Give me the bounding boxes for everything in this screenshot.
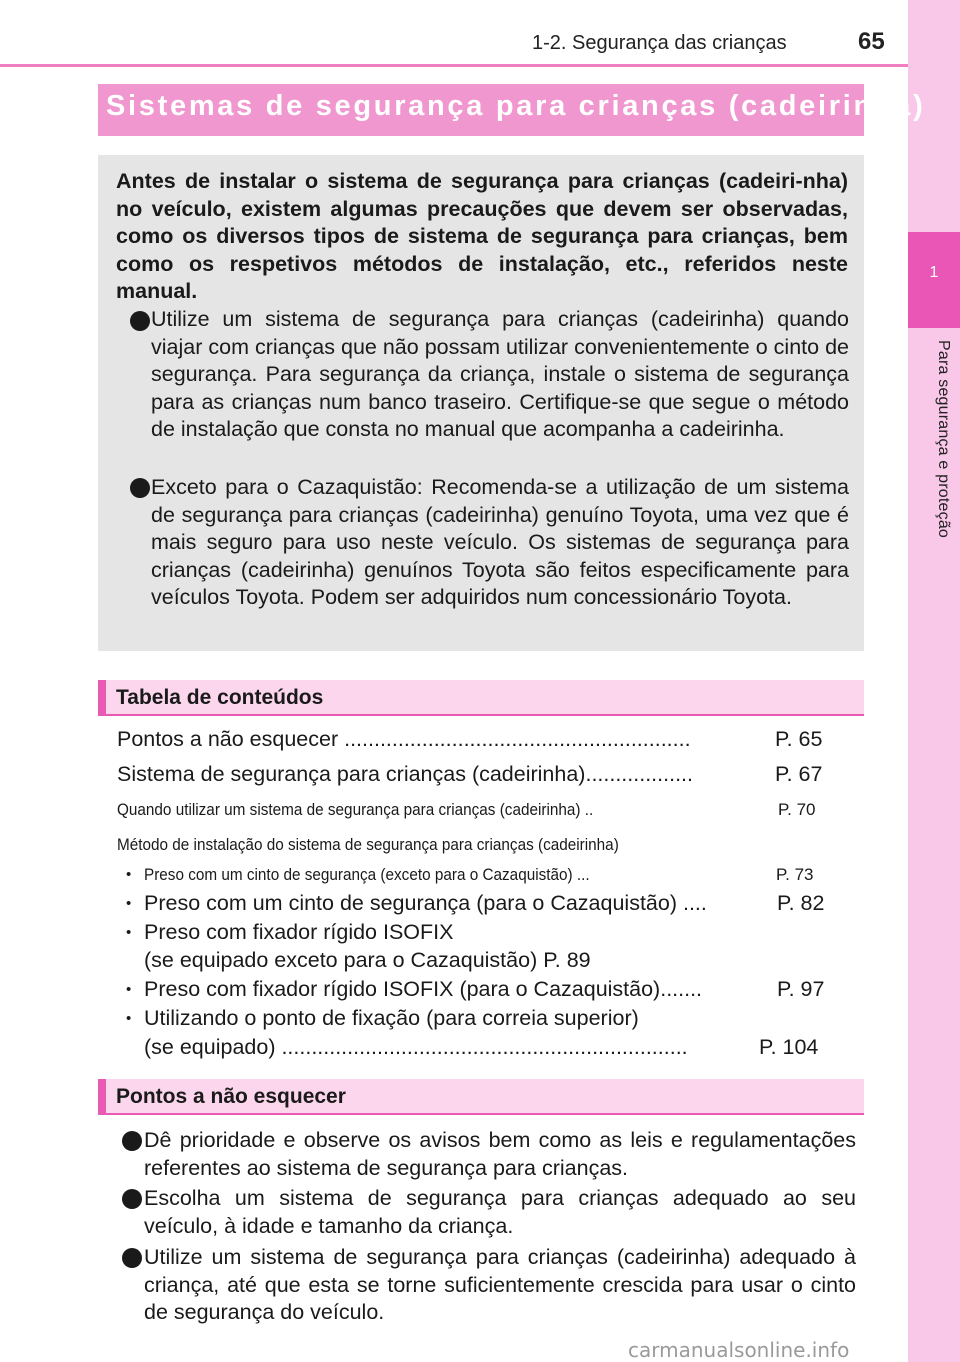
remember-bullet: Dê prioridade e observe os avisos bem como as leis e regulamentações referentes ao sistema de segurança para crianças. [144,1128,856,1180]
bullet-dot-icon [122,1248,142,1268]
toc-subitem-page: P. 97 [777,977,825,1001]
toc-subitem-page: P. 82 [777,891,825,915]
toc-item[interactable]: Quando utilizar um sistema de segurança para crianças (cadeirinha) .. [117,800,594,819]
toc-subitem[interactable]: Preso com um cinto de segurança (exceto para o Cazaquistão) ... [144,865,590,884]
intro-bullet: Exceto para o Cazaquistão: Recomenda-se a utilização de um sistema de segurança para crianças (cadeirinha) genuíno Toyota, uma vez que é mais seguro para uso neste veículo. Os sistemas de segurança para crianças (cadeirinha) genuínos Toyota são feitos especificamente para veículos Toyota. Podem ser adquiridos num concessionário Toyota. [151,475,849,609]
toc-subitem-bullet: • [126,924,132,941]
section-reference: 1-2. Segurança das crianças [532,32,787,54]
intro-bullet: Utilize um sistema de segurança para crianças (cadeirinha) quando viajar com crianças que não possam utilizar convenientemente o cinto de segurança. Para segurança da criança, instale o sistema de segurança para as crianças num banco traseiro. Certifique-se que segue o método de instalação que consta no manual que acompanha a cadeirinha. [151,307,849,441]
toc-heading: Tabela de conteúdos [116,686,324,709]
toc-item[interactable]: Método de instalação do sistema de segurança para crianças (cadeirinha) [117,835,619,854]
toc-subitem-bullet: • [126,895,132,912]
intro-text: Antes de instalar o sistema de segurança para crianças (cadeiri-nha) no veículo, existem algumas precauções que devem ser observadas, como os diversos tipos de sistema de segurança para crianças, bem como os respetivos métodos de instalação, etc., referidos neste manual. [116,169,848,303]
toc-item[interactable]: Pontos a não esquecer .......................................................... [117,727,691,751]
remember-bullet: Escolha um sistema de segurança para crianças adequado ao seu veículo, à idade e tamanho da criança. [144,1186,856,1238]
toc-subitem-continuation[interactable]: (se equipado exceto para o Cazaquistão) P. 89 [144,948,591,972]
toc-item-page: P. 67 [775,762,823,786]
remember-heading: Pontos a não esquecer [116,1085,346,1108]
header-divider [0,64,908,67]
watermark: carmanualsonline.info [628,1338,850,1362]
bullet-dot-icon [122,1189,142,1209]
toc-subitem-bullet: • [126,866,132,883]
toc-subitem-bullet: • [126,1010,132,1027]
toc-item[interactable]: Sistema de segurança para crianças (cadeirinha).................. [117,762,693,786]
toc-subitem[interactable]: Preso com fixador rígido ISOFIX [144,920,454,944]
toc-subitem-page: P. 104 [759,1035,819,1059]
toc-subitem-continuation[interactable]: (se equipado) .................................................................... [144,1035,688,1059]
page-title: Sistemas de segurança para crianças (cadeirinha) [106,90,926,122]
toc-subitem[interactable]: Utilizando o ponto de fixação (para correia superior) [144,1006,639,1030]
toc-subitem-bullet: • [126,981,132,998]
bullet-dot-icon [130,311,150,331]
page-number: 65 [858,28,885,55]
toc-subitem[interactable]: Preso com um cinto de segurança (para o Cazaquistão) .... [144,891,707,915]
side-tab [908,0,960,1362]
toc-subitem[interactable]: Preso com fixador rígido ISOFIX (para o Cazaquistão)....... [144,977,703,1001]
toc-subitem-page: P. 73 [776,865,814,884]
chapter-label: Para segurança e proteção [935,340,952,539]
bullet-dot-icon [122,1131,142,1151]
bullet-dot-icon [130,478,150,498]
toc-item-page: P. 65 [775,727,823,751]
remember-bullet: Utilize um sistema de segurança para crianças (cadeirinha) adequado à criança, até que esta se torne suficientemente crescida para usar o cinto de segurança do veículo. [144,1245,856,1324]
chapter-number: 1 [929,264,939,281]
toc-item-page: P. 70 [778,800,816,819]
